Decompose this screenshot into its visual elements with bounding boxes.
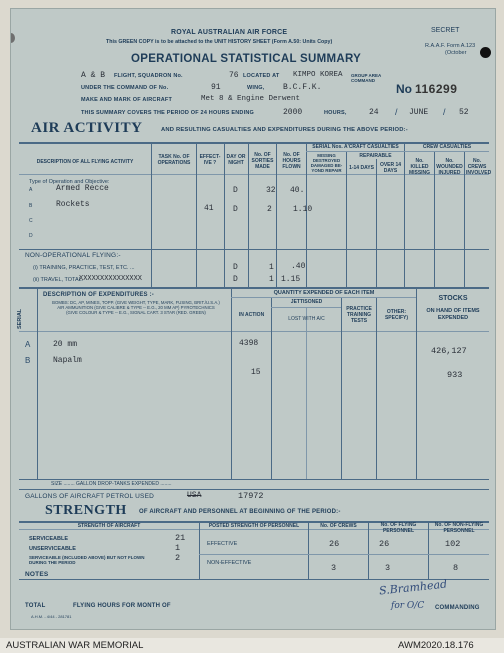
petrol-value: 17972 (238, 491, 264, 501)
archive-name: AUSTRALIAN WAR MEMORIAL (6, 640, 144, 651)
group-label: GROUP AREA COMMAND (351, 73, 382, 83)
col-jettisoned: JETTISONED (290, 299, 323, 305)
col-sorties-header: No. OF SORTIES MADE (251, 152, 274, 170)
punch-hole-right (480, 47, 491, 58)
crews-effective: 26 (329, 539, 340, 549)
strength-subtitle: OF AIRCRAFT AND PERSONNEL AT BEGINNING OF THE PERIOD:- (139, 509, 341, 515)
flying-non-effective: 3 (385, 563, 391, 573)
col-strength-aircraft: STRENGTH OF AIRCRAFT (77, 523, 141, 529)
wing-label: WING, (247, 85, 265, 91)
signature-for: for O/C (391, 601, 425, 611)
unserviceable-value: 1 (175, 543, 181, 553)
flight-value: A & B (81, 71, 106, 80)
form-date: (October (445, 50, 467, 56)
date-slash-2: / (443, 107, 446, 117)
command-no: 91 (211, 83, 221, 92)
col-other: OTHER: SPECIFY) (384, 309, 409, 321)
notes-label: NOTES (25, 571, 49, 578)
crew-casualties-header: CREW CASUALTIES (422, 144, 472, 150)
expenditure-desc-title: DESCRIPTION OF EXPENDITURES :- (43, 292, 155, 298)
training-label: (i) TRAINING, PRACTICE, TEST, ETC. ... (33, 265, 135, 271)
col-desc-header: DESCRIPTION OF ALL FLYING ACTIVITY (36, 159, 134, 165)
serviceable-value: 21 (175, 533, 186, 543)
aircraft-label: MAKE AND MARK OF AIRCRAFT (81, 97, 173, 103)
travel-day: D (233, 275, 238, 284)
col-over14-header: OVER 14 DAYS (379, 162, 402, 174)
signature: S.Bramhead (378, 577, 448, 598)
date-month: JUNE (409, 108, 429, 117)
expenditure-row-b: B Napalm 15 933 (25, 356, 463, 380)
archive-footer (0, 638, 504, 653)
drop-tanks-label: SIZE ........ GALLON DROP-TANKS EXPENDED ........ (51, 481, 172, 487)
air-activity-subtitle: AND RESULTING CASUALTIES AND EXPENDITURES DURING THE ABOVE PERIOD:- (161, 127, 408, 133)
aircraft-value: Met 8 & Engine Derwent (201, 95, 301, 103)
training-sorties: 1 (269, 263, 274, 272)
hours-value: 2000 (283, 108, 303, 117)
wing-value: B.C.F.K. (283, 83, 322, 92)
print-reference: A.H.M. - 4/44 - 281781 (31, 614, 72, 619)
date-day: 24 (369, 108, 379, 117)
col-no-crews: No. OF CREWS (320, 523, 357, 529)
repairable-header: REPAIRABLE (359, 153, 392, 159)
activity-row-c: C (29, 218, 33, 224)
travel-hours: 1.15 (281, 275, 301, 284)
hours-label: HOURS, (324, 110, 347, 116)
travel-struck: XXXXXXXXXXXXXXX (79, 275, 143, 283)
nonflying-effective: 102 (445, 539, 461, 549)
located-label: LOCATED AT (243, 73, 280, 79)
org-name: ROYAL AUSTRALIAN AIR FORCE (171, 29, 288, 36)
non-effective-label: NON-EFFECTIVE (207, 560, 252, 566)
located-value: KIMPO KOREA (293, 71, 343, 79)
col-day-header: DAY OR NIGHT (226, 154, 246, 166)
command-label: UNDER THE COMMAND OF No. (81, 85, 169, 91)
date-slash-1: / (395, 107, 398, 117)
effective-label: EFFECTIVE (207, 541, 238, 547)
col-lost-with-ac: LOST WITH A/C (288, 316, 325, 322)
activity-row-a: A Armed Recce D 32 40. (29, 184, 305, 195)
instruction-text: This GREEN COPY is to be attached to the UNIT HISTORY SHEET (Form A.50: Units Copy) (106, 39, 333, 45)
unserviceable-label: UNSERVICEABLE (29, 546, 76, 552)
date-year: 52 (459, 108, 469, 117)
total-label: TOTAL (25, 603, 46, 609)
commanding-label: COMMANDING (435, 605, 480, 611)
travel-sorties: 1 (269, 275, 274, 284)
col-effective-header: EFFECT-IVE ? (199, 154, 221, 166)
secret-label: SECRET (431, 27, 460, 34)
activity-row-d: D (29, 233, 33, 239)
type-of-operation-label: Type of Operation and Objective: (29, 179, 110, 185)
col-flying-personnel: No. OF FLYING PERSONNEL (380, 522, 417, 534)
petrol-struck: USA (187, 491, 202, 500)
serial-casualties-header: SERIAL Nos. A'CRAFT CASUALTIES (312, 144, 399, 150)
archive-id: AWM2020.18.176 (398, 640, 474, 651)
col-task-header: TASK No. OF OPERATIONS (157, 154, 191, 166)
training-day: D (233, 263, 238, 272)
col-missing-header: MISSING DESTROYED DAMAGED BE-YOND REPAIR (310, 153, 343, 173)
col-posted-strength: POSTED STRENGTH OF PERSONNEL (208, 523, 300, 529)
col-1-14-header: 1-14 DAYS (349, 165, 374, 171)
document-sheet (10, 8, 496, 630)
strength-title: STRENGTH (45, 503, 127, 518)
petrol-label: GALLONS OF AIRCRAFT PETROL USED (25, 493, 155, 500)
stocks-title: STOCKS (438, 295, 468, 302)
quantity-expended-title: QUANTITY EXPENDED OF EACH ITEM (273, 290, 375, 296)
number-label: No (396, 82, 412, 96)
form-title: OPERATIONAL STATISTICAL SUMMARY (131, 53, 362, 65)
travel-label: (ii) TRAVEL, TOTAL. (33, 277, 84, 283)
summary-label: THIS SUMMARY COVERS THE PERIOD OF 24 HOURS ENDING (81, 110, 254, 116)
training-hours: .40 (291, 262, 306, 271)
crews-non-effective: 3 (331, 563, 337, 573)
col-crews-header: No. CREWS INVOLVED (466, 158, 492, 176)
form-reference: R.A.A.F. Form A.123 (425, 43, 476, 49)
serial-header: SERIAL (17, 308, 23, 329)
col-practice: PRACTICE TRAINING TESTS (346, 306, 372, 324)
flight-label: FLIGHT, SQUADRON No. (114, 73, 183, 79)
serviceable-label: SERVICEABLE (29, 536, 69, 542)
stocks-subtitle: ON HAND OF ITEMS EXPENDED (426, 308, 480, 321)
activity-row-b: B Rockets 41 D 2 1.10 (29, 200, 313, 214)
flying-effective: 26 (379, 539, 390, 549)
expenditure-desc-text: BOMBS: DC, AP, MINES, TOPP. (GIVE WEIGHT, TYPE, MARK, FUSING, BRIT./U.S.A.) AIR AMMUNITION (GIVE CALIBRE & TYPE -- E.G., 20 MM AP) PYROTECHNICS (GIVE COLOUR & TYPE -- E.G., SIGNAL CART. 3 STAR (RED. GREEN) (52, 300, 220, 316)
expenditure-row-a: A 20 mm 4398 426,127 (25, 339, 467, 356)
col-nonflying-personnel: No. OF NON-FLYING PERSONNEL (434, 522, 484, 534)
non-operational-label: NON-OPERATIONAL FLYING:- (25, 252, 121, 259)
not-flown-label: SERVICEABLE (INCLUDED ABOVE) BUT NOT FLOWN DURING THE PERIOD (29, 555, 145, 565)
air-activity-title: AIR ACTIVITY (31, 120, 143, 136)
col-in-action: IN ACTION (238, 312, 265, 318)
col-killed-header: No. KILLED MISSING (408, 158, 431, 176)
punch-hole-left (10, 33, 15, 43)
serial-number: 116299 (415, 82, 458, 96)
nonflying-non-effective: 8 (453, 563, 459, 573)
col-wounded-header: No. WOUNDED INJURED (436, 158, 463, 176)
col-hours-header: No. OF HOURS FLOWN (282, 152, 301, 170)
flying-hours-month-label: FLYING HOURS FOR MONTH OF (73, 603, 171, 609)
squadron-value: 76 (229, 71, 239, 80)
not-flown-value: 2 (175, 553, 181, 563)
